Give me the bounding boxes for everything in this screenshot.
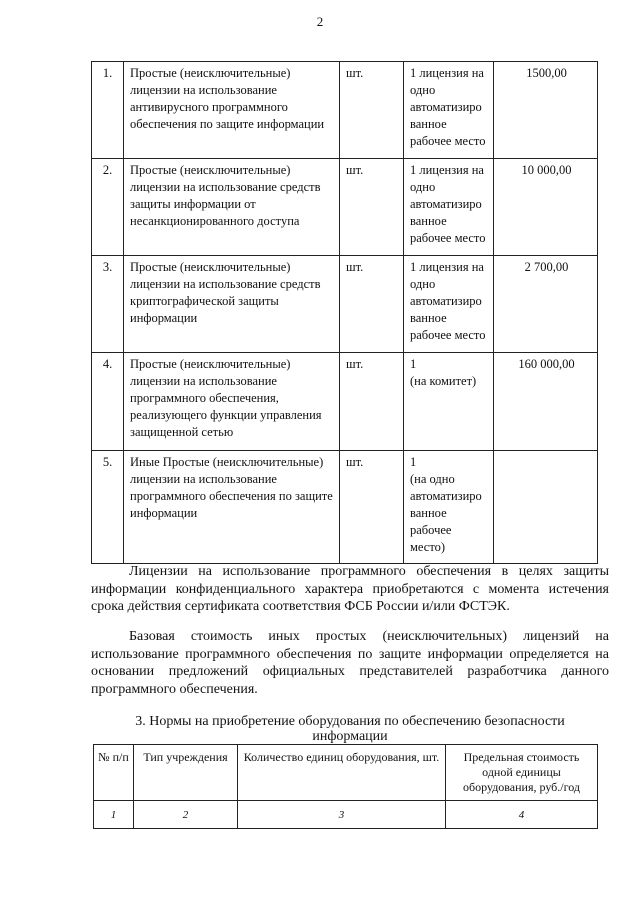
paragraph-license-validity: Лицензии на использование программного обеспечения в целях защиты информации конфиденциального характера приобретаются с момента истечения срока действия сертификата соответствия ФСБ России и/или ФСТЭК. xyxy=(91,564,609,614)
table-row xyxy=(92,256,598,353)
paragraph-base-cost: Базовая стоимость иных простых (неисключительных) лицензий на использование программного обеспечения по защите информации определяется на основании предложений официальных представителей разработчика данного программного обеспечения. xyxy=(91,629,609,697)
license-description: Простые (неисключительные) лицензии на использование средств защиты информации от несанкционированного доступа xyxy=(124,159,340,256)
license-description: Простые (неисключительные) лицензии на использование антивирусного программного обеспечения по защите информации xyxy=(124,62,340,159)
column-header-institution-type: Тип учреждения xyxy=(134,745,238,801)
row-number: 1. xyxy=(92,62,124,159)
row-number: 2. xyxy=(92,159,124,256)
table-header-row xyxy=(94,745,598,801)
column-header-equipment-count: Количество единиц оборудования, шт. xyxy=(238,745,446,801)
unit: шт. xyxy=(340,353,404,451)
license-quantity: 1 (на комитет) xyxy=(404,353,494,451)
unit: шт. xyxy=(340,62,404,159)
license-price: 160 000,00 xyxy=(494,353,598,451)
unit: шт. xyxy=(340,451,404,564)
license-price: 2 700,00 xyxy=(494,256,598,353)
table-row xyxy=(92,62,598,159)
license-quantity: 1 лицензия на одно автоматизиро ванное рабочее место xyxy=(404,256,494,353)
table-row xyxy=(92,451,598,564)
license-description: Простые (неисключительные) лицензии на использование программного обеспечения, реализующего функции управления защищенной сетью xyxy=(124,353,340,451)
license-description: Простые (неисключительные) лицензии на использование средств криптографической защиты информации xyxy=(124,256,340,353)
column-number: 2 xyxy=(134,801,238,829)
column-number: 4 xyxy=(446,801,598,829)
table-row xyxy=(94,801,598,829)
license-quantity: 1 лицензия на одно автоматизиро ванное рабочее место xyxy=(404,159,494,256)
license-price xyxy=(494,451,598,564)
section-3-title: 3. Нормы на приобретение оборудования по обеспечению безопасности информации xyxy=(135,714,565,744)
equipment-norms-table xyxy=(93,744,598,829)
column-number: 3 xyxy=(238,801,446,829)
row-number: 4. xyxy=(92,353,124,451)
license-price: 10 000,00 xyxy=(494,159,598,256)
row-number: 3. xyxy=(92,256,124,353)
column-header-max-cost: Предельная стоимость одной единицы оборудования, руб./год xyxy=(446,745,598,801)
license-quantity: 1 лицензия на одно автоматизиро ванное рабочее место xyxy=(404,62,494,159)
page-number: 2 xyxy=(316,14,324,29)
table-row xyxy=(92,353,598,451)
column-number: 1 xyxy=(94,801,134,829)
licenses-table xyxy=(91,61,598,564)
license-description: Иные Простые (неисключительные) лицензии на использование программного обеспечения по защите информации xyxy=(124,451,340,564)
license-quantity: 1 (на одно автоматизиро ванное рабочее место) xyxy=(404,451,494,564)
license-price: 1500,00 xyxy=(494,62,598,159)
row-number: 5. xyxy=(92,451,124,564)
column-header-number: № п/п xyxy=(94,745,134,801)
table-row xyxy=(92,159,598,256)
unit: шт. xyxy=(340,159,404,256)
unit: шт. xyxy=(340,256,404,353)
